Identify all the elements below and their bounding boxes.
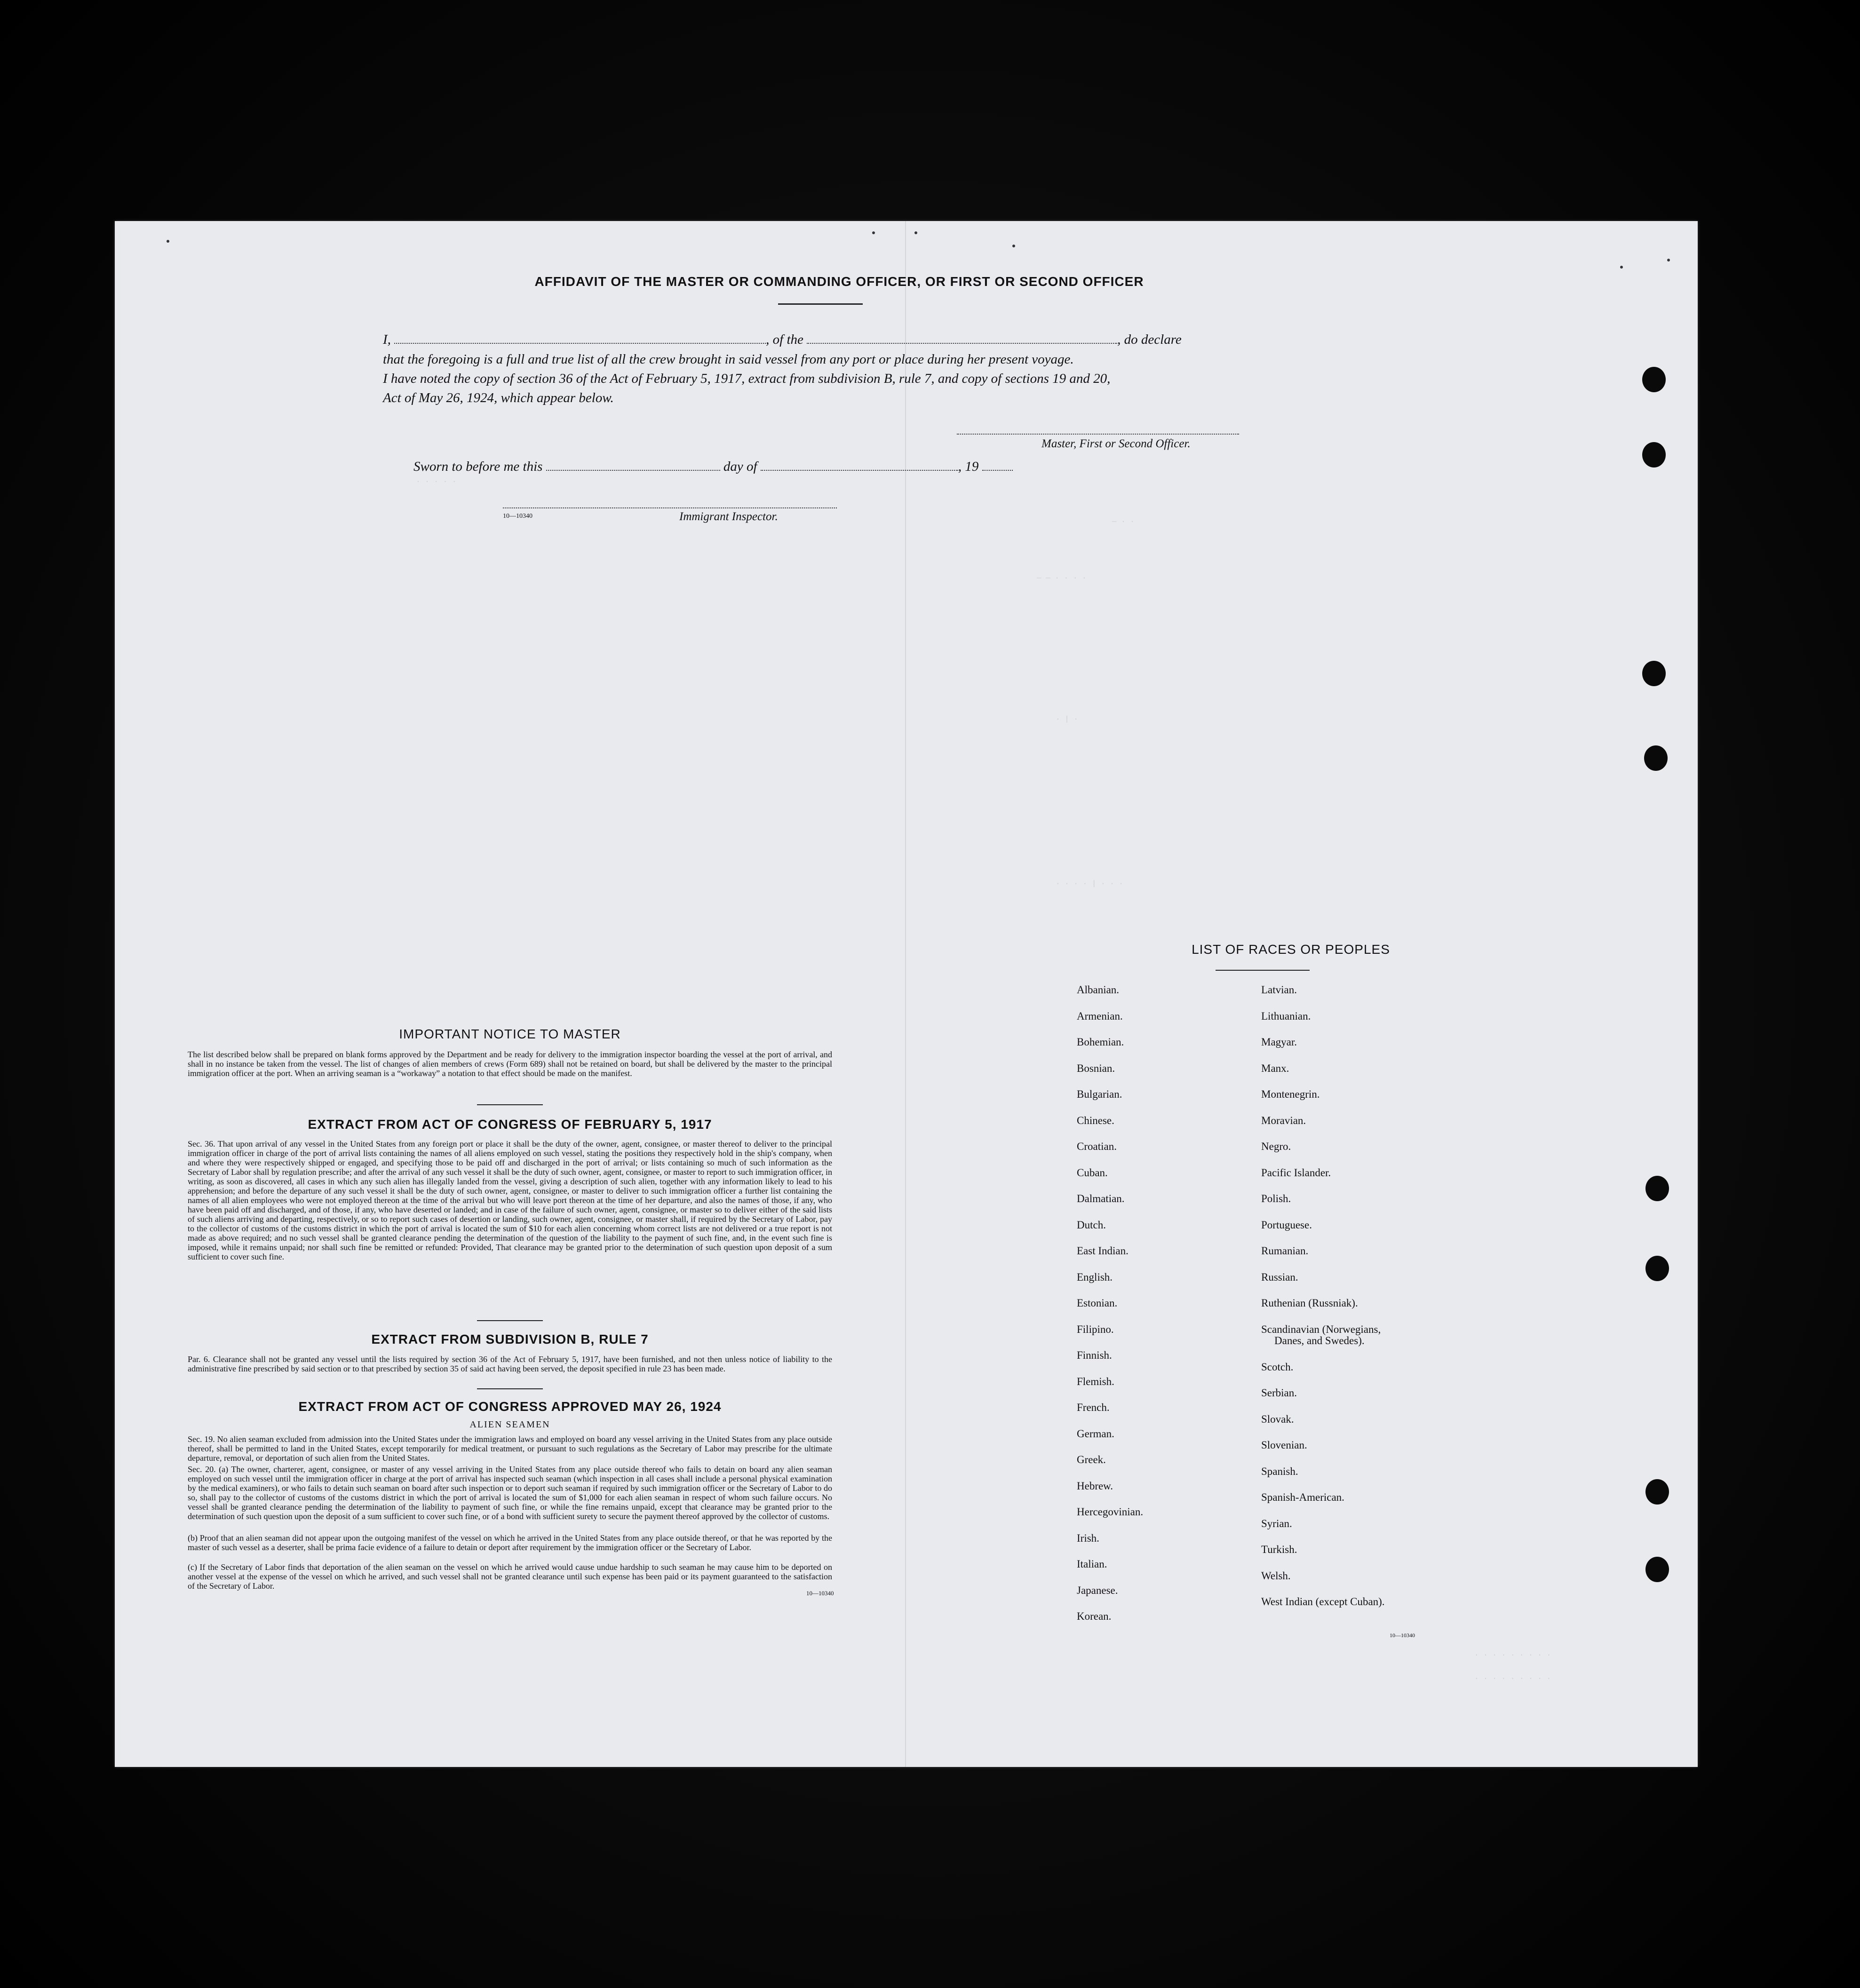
extract-1924-title: EXTRACT FROM ACT OF CONGRESS APPROVED MAY 26, 1924 — [298, 1399, 722, 1414]
speck — [1667, 259, 1670, 261]
affidavit-form-number: 10—10340 — [503, 513, 533, 520]
inspector-label: Immigrant Inspector. — [679, 510, 778, 523]
race-item: Cuban. — [1077, 1166, 1108, 1179]
speck — [914, 231, 917, 234]
affidavit-line-3: I have noted the copy of section 36 of the Act of February 5, 1917, extract from subdivision B, rule 7, and copy of sections 19 and 20, — [383, 371, 1111, 386]
bleed-through-mark: · · · · | · · · — [1056, 879, 1124, 888]
race-item: German. — [1077, 1427, 1114, 1440]
sworn-month-blank[interactable] — [761, 470, 958, 471]
affidavit-of-the: , of the — [766, 332, 803, 347]
punch-hole — [1645, 1256, 1669, 1281]
race-item: Bohemian. — [1077, 1036, 1124, 1048]
affidavit-title: AFFIDAVIT OF THE MASTER OR COMMANDING OFFICER, OR FIRST OR SECOND OFFICER — [534, 274, 1144, 289]
bleed-through-mark: · | · — [1056, 715, 1079, 723]
race-item: Bosnian. — [1077, 1062, 1115, 1074]
section-rule — [477, 1104, 543, 1105]
race-item: Italian. — [1077, 1558, 1107, 1570]
affidavit-line-2: that the foregoing is a full and true list of all the crew brought in said vessel from any port or place during her present voyage. — [383, 352, 1074, 367]
race-item: Chinese. — [1077, 1114, 1114, 1126]
race-item: Hercegovinian. — [1077, 1506, 1144, 1518]
race-item: Rumanian. — [1261, 1245, 1309, 1257]
race-item: Ruthenian (Russniak). — [1261, 1297, 1358, 1309]
race-item: Danes, and Swedes). — [1274, 1335, 1365, 1347]
punch-hole — [1645, 1479, 1669, 1505]
race-item: East Indian. — [1077, 1245, 1129, 1257]
bleed-through-mark: · · · · · — [416, 477, 457, 486]
title-rule — [778, 303, 863, 305]
race-item: Korean. — [1077, 1610, 1112, 1622]
race-item: Portuguese. — [1261, 1219, 1312, 1231]
race-item: French. — [1077, 1402, 1110, 1413]
extract-form-number: 10—10340 — [806, 1590, 834, 1597]
race-item: Scotch. — [1261, 1361, 1294, 1373]
vessel-blank[interactable] — [807, 343, 1117, 344]
rule-7-title: EXTRACT FROM SUBDIVISION B, RULE 7 — [371, 1332, 649, 1346]
bleed-through-mark: — · · — [1112, 517, 1135, 526]
race-item: Welsh. — [1261, 1569, 1291, 1582]
race-item: Scandinavian (Norwegians, — [1261, 1323, 1381, 1335]
races-title: LIST OF RACES OR PEOPLES — [1192, 942, 1390, 957]
extract-1924-sec20b: (b) Proof that an alien seaman did not appear upon the outgoing manifest of the vessel on which he arrived in the United States from any place outside thereof, or that he was reported by the master of such vessel as a deserter, shall be prima facie evidence of a failure to detain or deport after requirement by the immigration officer or the Secretary of Labor. — [188, 1533, 832, 1552]
master-signature-label: Master, First or Second Officer. — [1041, 437, 1191, 450]
race-item: Spanish-American. — [1261, 1491, 1344, 1504]
extract-1924-sec20a: Sec. 20. (a) The owner, charterer, agent, consignee, or master of any vessel arriving in the United States from any place outside thereof who fails to detain on board any alien seaman employed on such vessel until the immigration officer in charge at the port of arrival has inspected such seaman (which inspection in all cases shall include a personal physical examination by the medical examiners), or who fails to detain such seaman on board after such inspection or to deport such seaman if required by such immigration officer or the Secretary of Labor to do so, shall pay to the collector of customs of the customs district in which the port of arrival is located the sum of $1,000 for each alien seaman in respect of whom such failure occurs. No vessel shall be granted clearance pending the determination of the liability to payment of such fine, or while the fine remains unpaid, except that clearance may be granted prior to the determination of such question upon the deposit of a sum sufficient to cover such fine, or of a bond with sufficient surety to secure the payment thereof approved by the collector of customs. — [188, 1465, 832, 1521]
extract-1917-title: EXTRACT FROM ACT OF CONGRESS OF FEBRUARY 5, 1917 — [308, 1117, 712, 1132]
extract-1917-text: Sec. 36. That upon arrival of any vessel in the United States from any foreign port or place it shall be the duty of the owner, agent, consignee, or master thereof to deliver to the principal immigration officer in charge of the port of arrival lists containing the names of all aliens employed on such vessel, stating the positions they respectively hold in the ship's company, when and where they were respectively shipped or engaged, and specifying those to be paid off and discharged in the port of arrival; or lists containing so much of such information as the Secretary of Labor shall by regulation prescribe; and after the arrival of any such vessel it shall be the duty of such owner, agent, consignee, or master to report to such immigration officer, in writing, as soon as discovered, all cases in which any such alien has illegally landed from the vessel, giving a description of such alien, together with any information likely to lead to his apprehension; and before the departure of any such vessel it shall be the duty of such owner, agent, consignee, or master to deliver to such immigration officer a further list containing the names of all alien employees who were not employed thereon at the time of the arrival but who will leave port thereon at the time of her departure, and also the names of those, if any, who have been paid off and discharged, and of those, if any, who have deserted or landed; and in case of the failure of such owner, agent, consignee, or master so to deliver either of the said lists of such aliens arriving and departing, respectively, or so to report such cases of desertion or landing, such owner, agent, consignee, or master shall, if required by the Secretary of Labor, pay to the collector of customs of the customs district in which the port of arrival is located the sum of $10 for each alien concerning whom correct lists are not delivered or a true report is not made as above required; and no such vessel shall be granted clearance pending the determination of the question of the liability to the payment of such fine, and, in the event such fine is imposed, while it remains unpaid; nor shall such fine be remitted or refunded: Provided, That clearance may be granted prior to the determination of such question upon deposit of a sum sufficient to cover such fine. — [188, 1139, 832, 1261]
race-item: English. — [1077, 1271, 1113, 1283]
race-item: Pacific Islander. — [1261, 1166, 1331, 1179]
document-page — [115, 221, 1698, 1767]
speck — [1012, 245, 1015, 247]
affidavit-line-4: Act of May 26, 1924, which appear below. — [383, 390, 614, 405]
race-item: West Indian (except Cuban). — [1261, 1596, 1385, 1608]
punch-hole — [1645, 1176, 1669, 1201]
race-item: Filipino. — [1077, 1323, 1114, 1335]
bleed-through-mark: · · · · · · · · · — [1474, 1651, 1551, 1659]
speck — [1620, 266, 1623, 269]
master-signature-line[interactable] — [957, 433, 1239, 435]
notice-title: IMPORTANT NOTICE TO MASTER — [399, 1027, 621, 1041]
race-item: Slovenian. — [1261, 1439, 1307, 1451]
race-item: Dalmatian. — [1077, 1193, 1125, 1204]
bleed-through-mark: · · · · · · · · · — [1474, 1674, 1551, 1683]
race-item: Irish. — [1077, 1532, 1099, 1544]
section-rule — [477, 1320, 543, 1321]
race-item: Estonian. — [1077, 1297, 1118, 1309]
speck — [872, 231, 875, 234]
race-item: Polish. — [1261, 1193, 1291, 1204]
sworn-line — [413, 459, 1013, 475]
bleed-through-mark: — — · · · · — [1037, 574, 1087, 582]
sworn-year-blank[interactable] — [982, 470, 1013, 471]
race-item: Moravian. — [1261, 1114, 1306, 1126]
punch-hole — [1642, 367, 1666, 392]
race-item: Dutch. — [1077, 1219, 1106, 1231]
race-item: Montenegrin. — [1261, 1088, 1320, 1100]
race-item: Slovak. — [1261, 1413, 1294, 1425]
extract-1924-sec20c: (c) If the Secretary of Labor finds that deportation of the alien seaman on the vessel on which he arrived would cause undue hardship to such seaman he may cause him to be deported on another vessel at the expense of the vessel on which he arrived, and such vessel shall not be granted clearance until such expense has been paid or its payment guaranteed to the satisfaction of the Secretary of Labor. — [188, 1562, 832, 1591]
sworn-day-blank[interactable] — [546, 470, 720, 471]
extract-1924-subtitle: ALIEN SEAMEN — [469, 1419, 550, 1430]
section-rule — [477, 1388, 543, 1389]
race-item: Spanish. — [1261, 1465, 1298, 1477]
race-item: Manx. — [1261, 1062, 1289, 1074]
races-form-number: 10—10340 — [1390, 1632, 1415, 1639]
race-item: Japanese. — [1077, 1584, 1118, 1596]
race-item: Greek. — [1077, 1454, 1106, 1465]
affidavit-declare: , do declare — [1117, 332, 1182, 347]
race-item: Serbian. — [1261, 1387, 1297, 1399]
sworn-year: , 19 — [958, 459, 979, 474]
punch-hole — [1642, 442, 1666, 467]
race-item: Syrian. — [1261, 1517, 1292, 1529]
notice-text: The list described below shall be prepared on blank forms approved by the Department and be ready for delivery to the immigration inspector boarding the vessel at the port of arrival, and shall in no instance be taken from the vessel. The list of changes of alien members of crews (Form 689) shall not be retained on board, but shall be delivered by the master to the principal immigration officer at the port. When an arriving seaman is a “workaway” a notation to that effect should be made on the manifest. — [188, 1050, 832, 1078]
center-fold — [905, 221, 906, 1767]
affidavit-i: I, — [383, 332, 391, 347]
race-item: Bulgarian. — [1077, 1088, 1122, 1100]
race-item: Magyar. — [1261, 1036, 1297, 1048]
name-blank[interactable] — [394, 343, 766, 344]
punch-hole — [1642, 661, 1666, 686]
sworn-day-of: day of — [723, 459, 757, 474]
race-item: Croatian. — [1077, 1141, 1117, 1152]
race-item: Latvian. — [1261, 984, 1297, 996]
affidavit-line-1 — [383, 330, 1375, 349]
race-item: Negro. — [1261, 1141, 1291, 1152]
race-item: Finnish. — [1077, 1349, 1112, 1361]
speck — [167, 240, 169, 243]
sworn-prefix: Sworn to before me this — [413, 459, 543, 474]
punch-hole — [1645, 1557, 1669, 1582]
races-title-rule — [1216, 970, 1310, 971]
rule-7-text: Par. 6. Clearance shall not be granted any vessel until the lists required by section 36 of the Act of February 5, 1917, have been furnished, and not then unless notice of liability to the administrative fine prescribed by said section or to that prescribed by section 35 of said act having been served, the deposit specified in rule 23 has been made. — [188, 1354, 832, 1373]
race-item: Albanian. — [1077, 984, 1120, 996]
race-item: Hebrew. — [1077, 1480, 1113, 1492]
race-item: Turkish. — [1261, 1544, 1297, 1556]
race-item: Armenian. — [1077, 1010, 1123, 1022]
race-item: Flemish. — [1077, 1375, 1114, 1387]
race-item: Lithuanian. — [1261, 1010, 1311, 1022]
race-item: Russian. — [1261, 1271, 1298, 1283]
punch-hole — [1644, 745, 1668, 771]
inspector-signature-line[interactable] — [503, 507, 837, 508]
extract-1924-sec19: Sec. 19. No alien seaman excluded from admission into the United States under the immigration laws and employed on board any vessel arriving in the United States from any place outside thereof, shall be permitted to land in the United States, except temporarily for medical treatment, or pursuant to such regulations as the Secretary of Labor may prescribe for the ultimate departure, removal, or deportation of such alien from the United States. — [188, 1434, 832, 1463]
